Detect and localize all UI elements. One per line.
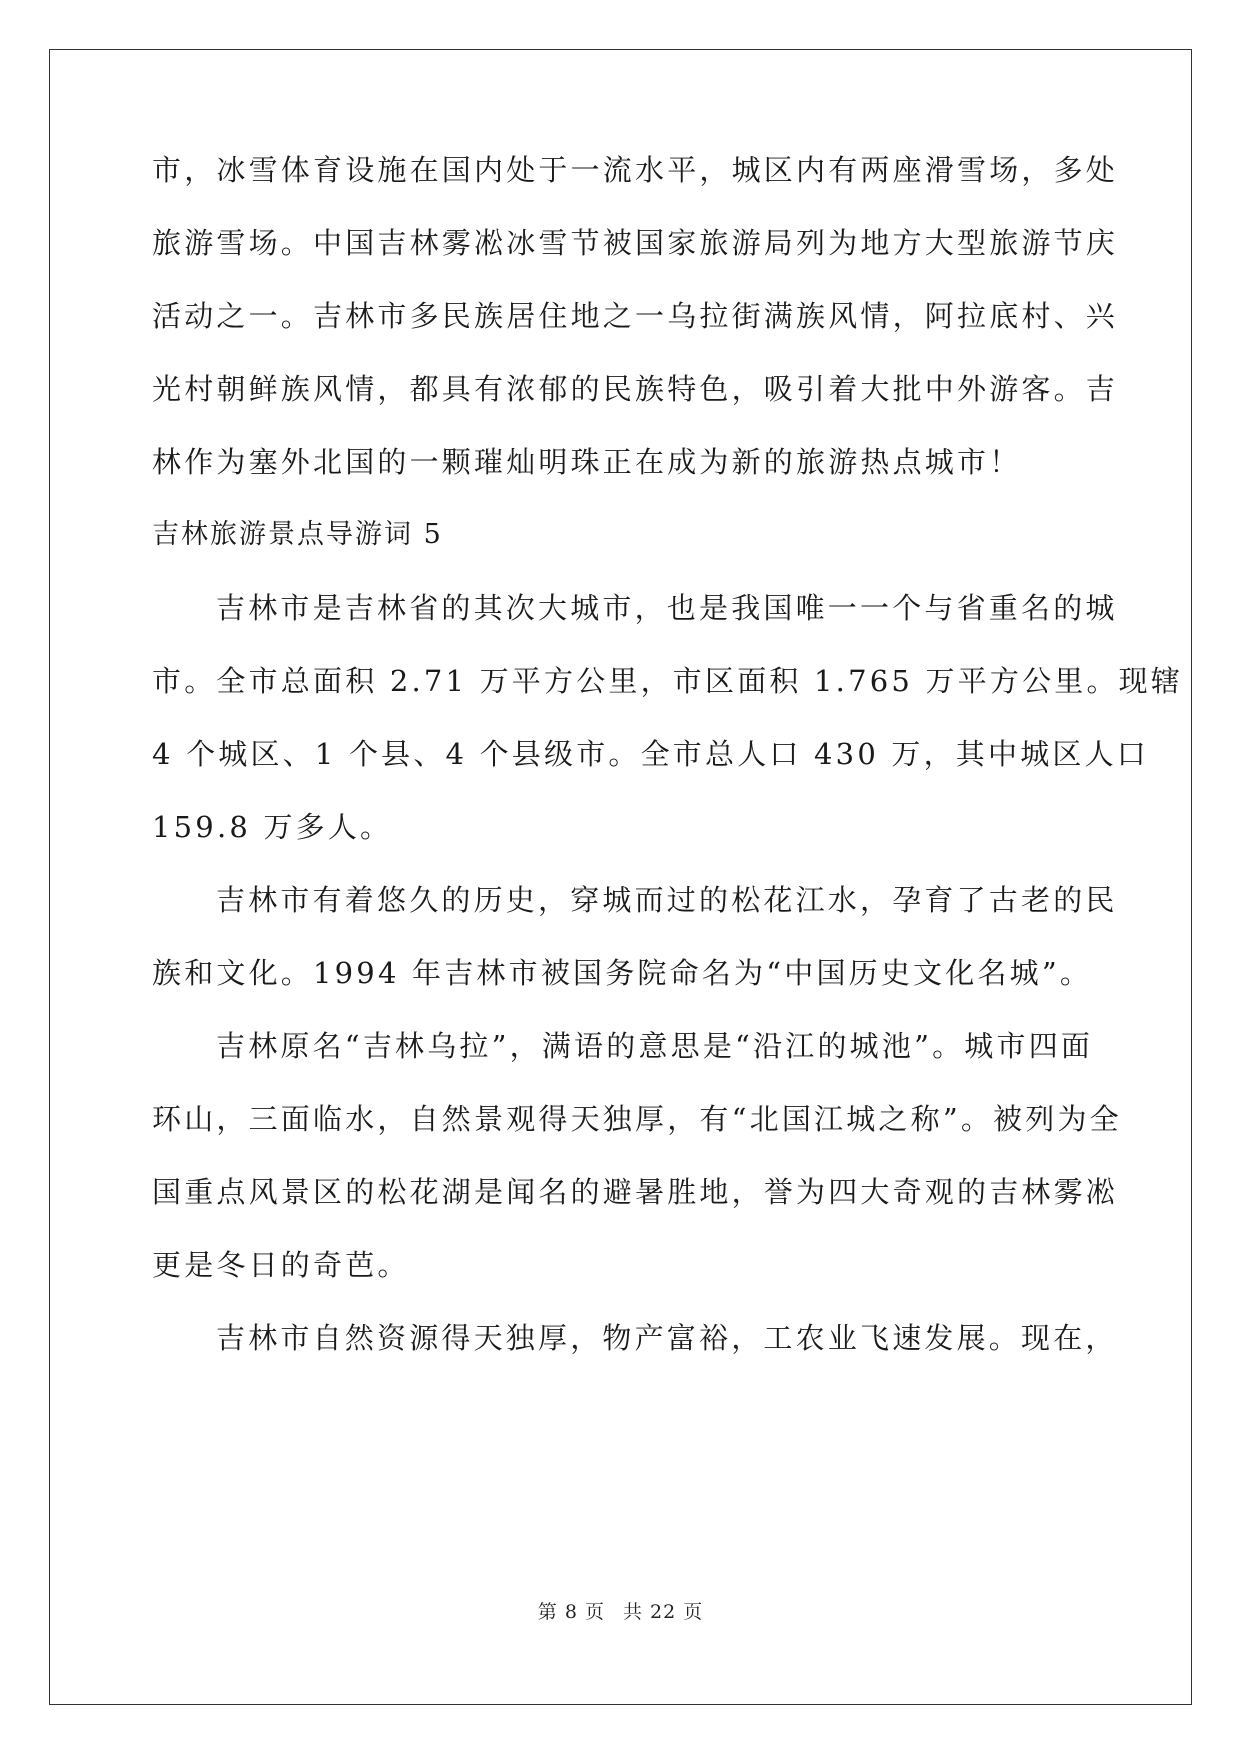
text-line: 吉林原名“吉林乌拉”，满语的意思是“沿江的城池”。城市四面 — [216, 1029, 1094, 1063]
page-footer — [0, 1600, 1241, 1624]
page-number: 第 8 页 — [537, 1601, 605, 1623]
text-line: 活动之一。吉林市多民族居住地之一乌拉街满族风情，阿拉底村、兴 — [152, 299, 1119, 333]
text-line: 4 个城区、1 个县、4 个县级市。全市总人口 430 万，其中城区人口 — [152, 737, 1149, 771]
text-line: 159.8 万多人。 — [152, 810, 393, 844]
text-line: 光村朝鲜族风情，都具有浓郁的民族特色，吸引着大批中外游客。吉 — [152, 372, 1119, 406]
text-line: 吉林市自然资源得天独厚，物产富裕，工农业飞速发展。现在， — [216, 1321, 1118, 1355]
text-line: 吉林市有着悠久的历史，穿城而过的松花江水，孕育了古老的民 — [216, 883, 1118, 917]
text-line: 旅游雪场。中国吉林雾凇冰雪节被国家旅游局列为地方大型旅游节庆 — [152, 226, 1119, 260]
text-line: 国重点风景区的松花湖是闻名的避暑胜地，誉为四大奇观的吉林雾凇 — [152, 1175, 1119, 1209]
text-line: 林作为塞外北国的一颗璀灿明珠正在成为新的旅游热点城市！ — [152, 445, 1022, 479]
page-total: 共 22 页 — [622, 1601, 704, 1623]
section-heading: 吉林旅游景点导游词 5 — [152, 519, 443, 550]
text-line: 吉林市是吉林省的其次大城市，也是我国唯一一个与省重名的城 — [216, 591, 1118, 625]
text-line: 族和文化。1994 年吉林市被国务院命名为“中国历史文化名城”。 — [152, 956, 1093, 990]
text-line: 环山，三面临水，自然景观得天独厚，有“北国江城之称”。被列为全 — [152, 1102, 1122, 1136]
text-line: 更是冬日的奇芭。 — [152, 1248, 410, 1282]
text-line: 市。全市总面积 2.71 万平方公里，市区面积 1.765 万平方公里。现辖 — [152, 664, 1184, 698]
text-line: 市，冰雪体育设施在国内处于一流水平，城区内有两座滑雪场，多处 — [152, 153, 1119, 187]
